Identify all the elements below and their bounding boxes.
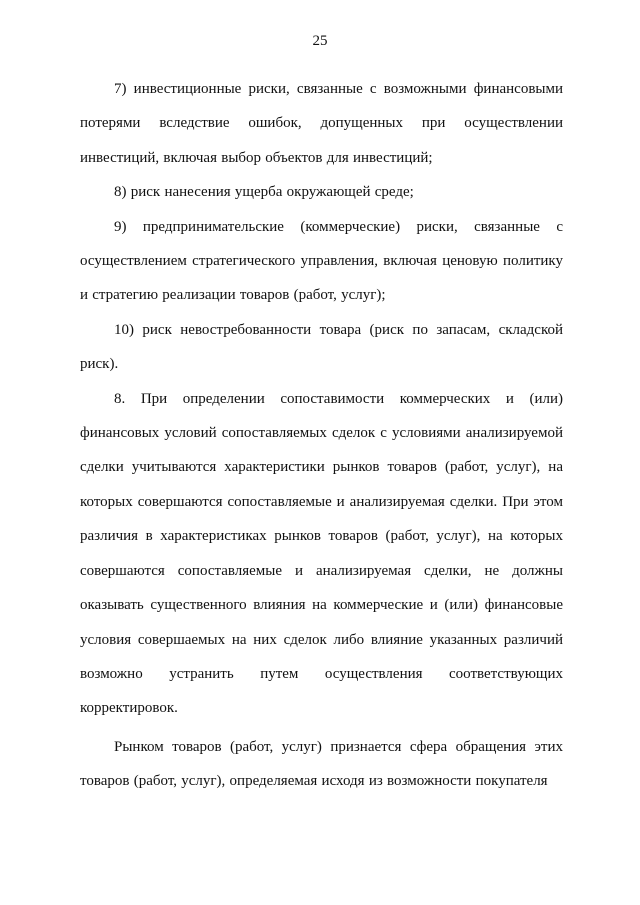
paragraph-item-9: 9) предпринимательские (коммерческие) риски, связанные с осуществлением стратегического управления, включая ценовую политику и стратегию реализации товаров (работ, услуг);	[80, 218, 563, 304]
paragraph-item-8: 8) риск нанесения ущерба окружающей среде;	[114, 184, 414, 201]
paragraph-item-7: 7) инвестиционные риски, связанные с возможными финансовыми потерями вследствие ошибок, допущенных при осуществлении инвестиций, включая выбор объектов для инвестиций;	[80, 81, 563, 166]
paragraph-section-8: 8. При определении сопоставимости коммерческих и (или) финансовых условий сопоставляемых сделок с условиями анализируемой сделки учитываются характеристики рынков товаров (работ, услуг), на которых совершаются сопоставляемые и анализируемая сделки. При этом различия в характеристиках рынков товаров (работ, услуг), на которых совершаются сопоставляемые и анализируемая сделки, не должны оказывать существенного влияния на коммерческие и (или) финансовые условия совершаемых на них сделок либо влияние указанных различий возможно устранить путем осуществления соответствующих корректировок.	[80, 390, 563, 717]
paragraph-market-definition: Рынком товаров (работ, услуг) признается сфера обращения этих товаров (работ, услуг), определяемая исходя из возможности покупателя	[80, 738, 563, 790]
page-number: 25	[312, 33, 328, 49]
document-body	[80, 72, 563, 799]
paragraph-item-10: 10) риск невостребованности товара (риск по запасам, складской риск).	[80, 321, 563, 373]
